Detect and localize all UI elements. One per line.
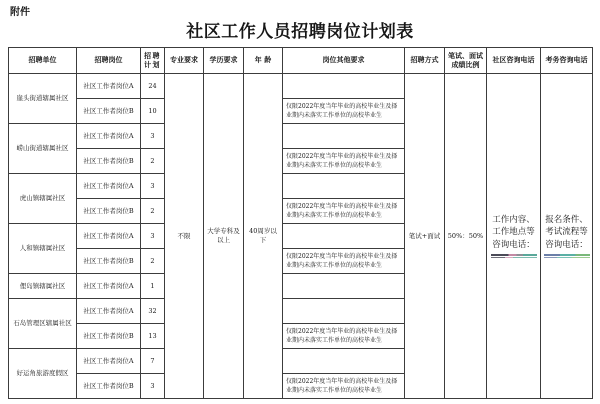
position-cell: 社区工作者岗位A <box>77 349 141 374</box>
unit-cell: 人和镇辖属社区 <box>9 224 77 274</box>
header-other-requirements: 岗位其他要求 <box>283 48 405 74</box>
community-phone-cell <box>487 74 541 399</box>
header-education: 学历要求 <box>204 48 244 74</box>
position-cell: 社区工作者岗位B <box>77 99 141 124</box>
other-requirement-cell: 仅限2022年度当年毕业的高校毕业生及择业期内未落实工作单位的高校毕业生 <box>283 199 405 224</box>
position-cell: 社区工作者岗位B <box>77 149 141 174</box>
exam-phone-label: 报名条件、考试流程等咨询电话： <box>545 214 588 250</box>
age-requirement-cell: 40周岁以下 <box>244 74 283 399</box>
position-cell: 社区工作者岗位A <box>77 299 141 324</box>
plan-count-cell: 32 <box>141 299 165 324</box>
position-cell: 社区工作者岗位A <box>77 174 141 199</box>
position-cell: 社区工作者岗位B <box>77 199 141 224</box>
header-exam-phone: 考务咨询电话 <box>541 48 593 74</box>
plan-count-cell: 2 <box>141 249 165 274</box>
plan-count-cell: 3 <box>141 224 165 249</box>
unit-cell: 俚岛镇辖属社区 <box>9 274 77 299</box>
position-cell: 社区工作者岗位A <box>77 74 141 99</box>
score-ratio-cell: 50%：50% <box>445 74 487 399</box>
position-cell: 社区工作者岗位B <box>77 249 141 274</box>
other-requirement-cell: 仅限2022年度当年毕业的高校毕业生及择业期内未落实工作单位的高校毕业生 <box>283 249 405 274</box>
plan-count-cell: 3 <box>141 174 165 199</box>
redacted-phone-number <box>491 254 537 258</box>
header-age: 年 龄 <box>244 48 283 74</box>
header-major: 专业要求 <box>165 48 204 74</box>
plan-count-cell: 7 <box>141 349 165 374</box>
redacted-phone-number <box>544 254 590 258</box>
header-unit: 招聘单位 <box>9 48 77 74</box>
major-requirement-cell: 不限 <box>165 74 204 399</box>
header-community-phone: 社区咨询电话 <box>487 48 541 74</box>
other-requirement-cell <box>283 74 405 99</box>
plan-count-cell: 2 <box>141 149 165 174</box>
recruit-method-cell: 笔试+面试 <box>405 74 445 399</box>
header-plan: 招聘计划 <box>141 48 165 74</box>
position-cell: 社区工作者岗位A <box>77 124 141 149</box>
attachment-label: 附件 <box>10 7 30 18</box>
unit-cell: 崂山街道辖属社区 <box>9 124 77 174</box>
document-title: 社区工作人员招聘岗位计划表 <box>186 22 414 42</box>
other-requirement-cell: 仅限2022年度当年毕业的高校毕业生及择业期内未落实工作单位的高校毕业生 <box>283 99 405 124</box>
other-requirement-cell: 仅限2022年度当年毕业的高校毕业生及择业期内未落实工作单位的高校毕业生 <box>283 149 405 174</box>
recruitment-plan-table <box>8 47 593 399</box>
header-method: 招聘方式 <box>405 48 445 74</box>
table-row <box>9 74 593 99</box>
education-requirement-cell: 大学专科及以上 <box>204 74 244 399</box>
position-cell: 社区工作者岗位B <box>77 324 141 349</box>
other-requirement-cell <box>283 349 405 374</box>
exam-phone-cell <box>541 74 593 399</box>
unit-cell: 石岛管理区辖属社区 <box>9 299 77 349</box>
other-requirement-cell: 仅限2022年度当年毕业的高校毕业生及择业期内未落实工作单位的高校毕业生 <box>283 374 405 399</box>
header-position: 招聘岗位 <box>77 48 141 74</box>
position-cell: 社区工作者岗位A <box>77 274 141 299</box>
other-requirement-cell <box>283 224 405 249</box>
unit-cell: 好运角旅游度假区 <box>9 349 77 399</box>
plan-count-cell: 13 <box>141 324 165 349</box>
plan-count-cell: 3 <box>141 124 165 149</box>
community-phone-label: 工作内容、工作地点等咨询电话： <box>492 214 535 250</box>
plan-count-cell: 3 <box>141 374 165 399</box>
other-requirement-cell <box>283 174 405 199</box>
plan-count-cell: 10 <box>141 99 165 124</box>
other-requirement-cell <box>283 124 405 149</box>
unit-cell: 虎山镇辖属社区 <box>9 174 77 224</box>
position-cell: 社区工作者岗位B <box>77 374 141 399</box>
unit-cell: 崖头街道辖属社区 <box>9 74 77 124</box>
plan-count-cell: 1 <box>141 274 165 299</box>
plan-count-cell: 24 <box>141 74 165 99</box>
other-requirement-cell <box>283 299 405 324</box>
plan-count-cell: 2 <box>141 199 165 224</box>
other-requirement-cell: 仅限2022年度当年毕业的高校毕业生及择业期内未落实工作单位的高校毕业生 <box>283 324 405 349</box>
header-score-ratio: 笔试、面试成绩比例 <box>445 48 487 74</box>
table-header-row <box>9 48 593 74</box>
other-requirement-cell <box>283 274 405 299</box>
position-cell: 社区工作者岗位A <box>77 224 141 249</box>
